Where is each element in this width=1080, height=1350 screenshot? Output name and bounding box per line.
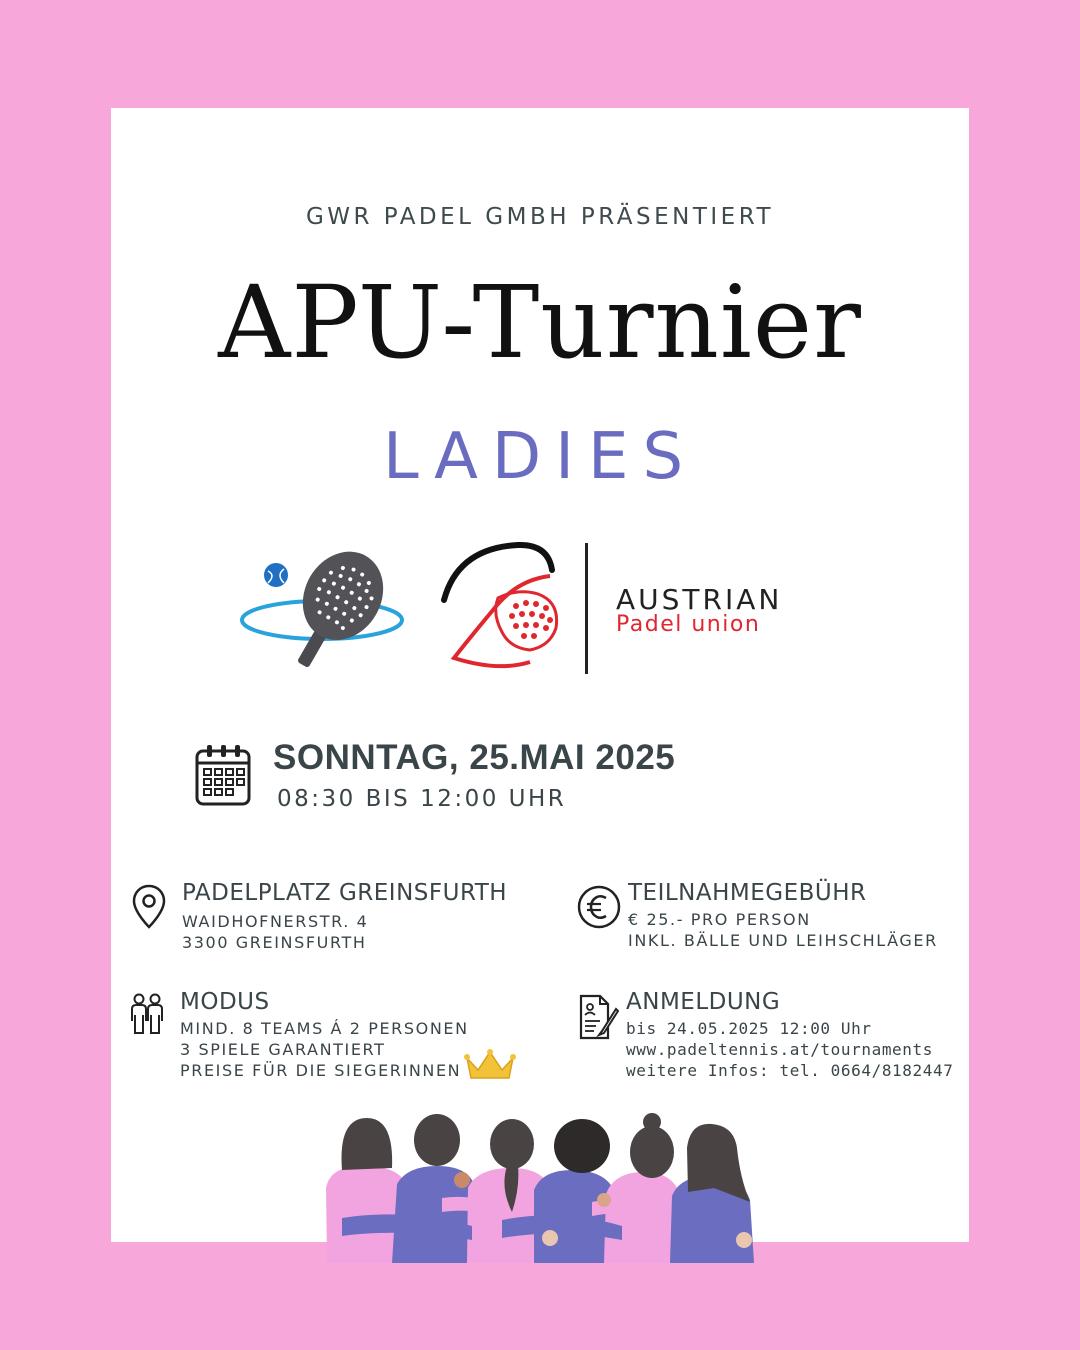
registration-form-icon	[578, 993, 620, 1041]
crown-icon	[463, 1048, 517, 1082]
location-pin-icon	[132, 884, 166, 930]
fee-title: TEILNAHMEGEBÜHR	[628, 880, 867, 906]
padel-racket-logo	[238, 543, 408, 673]
location-street: WAIDHOFNERSTR. 4	[182, 912, 369, 931]
ball-icon	[264, 563, 288, 587]
registration-phone: weitere Infos: tel. 0664/8182447	[626, 1061, 954, 1080]
event-title: APU-Turnier	[218, 264, 862, 381]
registration-deadline: bis 24.05.2025 12:00 Uhr	[626, 1019, 872, 1038]
mode-prizes: PREISE FÜR DIE SIEGERINNEN	[180, 1061, 462, 1080]
fee-includes: INKL. BÄLLE UND LEIHSCHLÄGER	[628, 931, 938, 950]
euro-icon	[576, 884, 622, 930]
location-city: 3300 GREINSFURTH	[182, 933, 367, 952]
mode-teams: MIND. 8 TEAMS Á 2 PERSONEN	[180, 1019, 469, 1038]
people-icon	[130, 993, 164, 1035]
presenter-line: GWR PADEL GMBH PRÄSENTIERT	[305, 204, 775, 230]
mode-games: 3 SPIELE GARANTIERT	[180, 1040, 386, 1059]
women-group-illustration	[322, 1108, 762, 1263]
event-subtitle: LADIES	[382, 420, 698, 494]
apu-logo-line1: AUSTRIAN	[616, 583, 783, 616]
registration-url: www.padeltennis.at/tournaments	[626, 1040, 933, 1059]
apu-logo-mark	[438, 540, 598, 680]
event-date: SONNTAG, 25.MAI 2025	[273, 738, 676, 777]
apu-logo-line2: Padel union	[616, 612, 761, 637]
event-time: 08:30 BIS 12:00 UHR	[277, 786, 567, 812]
location-title: PADELPLATZ GREINSFURTH	[182, 880, 508, 906]
fee-amount: € 25.- PRO PERSON	[628, 910, 811, 929]
mode-title: MODUS	[180, 989, 270, 1015]
registration-title: ANMELDUNG	[626, 989, 781, 1015]
calendar-icon	[194, 743, 252, 807]
logo-divider	[585, 543, 588, 674]
